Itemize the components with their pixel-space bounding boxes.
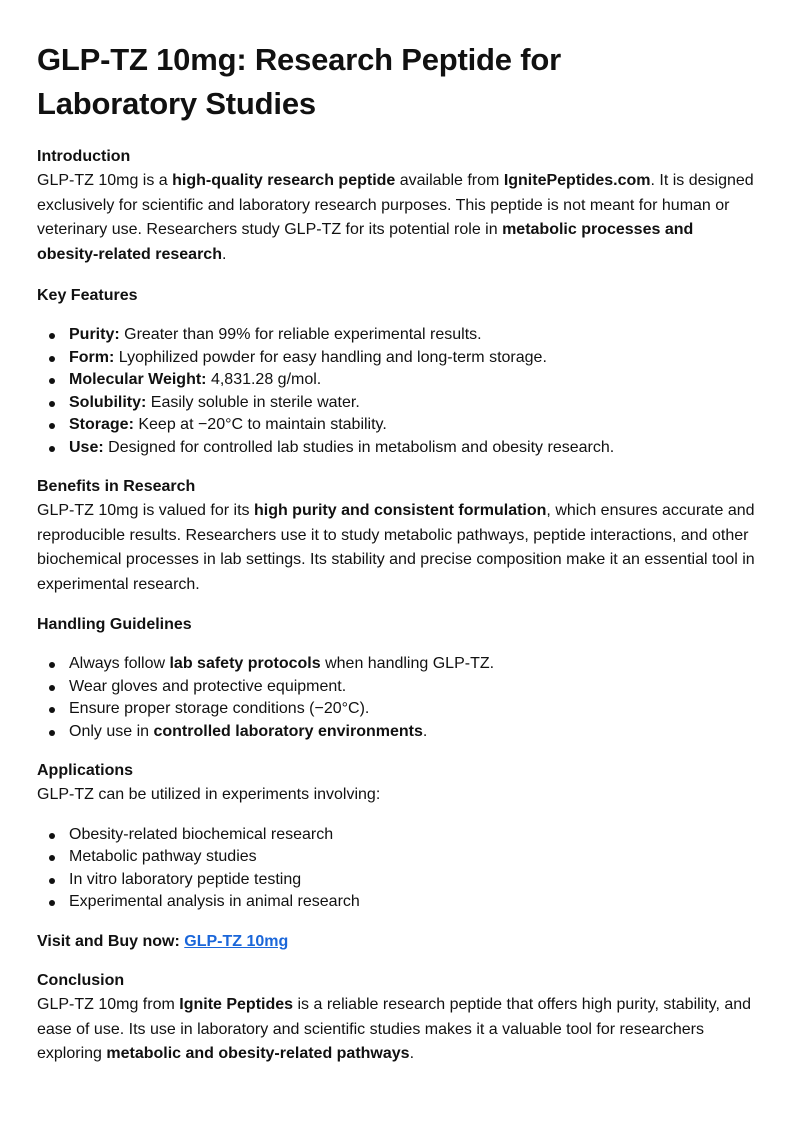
list-item [37,653,757,676]
list-item [37,869,757,892]
benefits-text-1: GLP-TZ 10mg is valued for its [37,502,254,519]
list-item [37,891,757,914]
list-item [37,324,757,347]
page-title [37,38,757,126]
visit-line [37,930,757,955]
introduction-bold-2: IgnitePeptides.com [503,172,651,189]
visit-label: Visit and Buy now: [37,932,185,950]
handling-section [37,613,757,743]
bullet-icon [49,878,55,884]
handling-text: Ensure proper storage conditions (−20°C). [69,700,370,717]
list-item [37,721,757,744]
introduction-text-4: . [221,245,227,263]
list-item [37,698,757,721]
application-text: In vitro laboratory peptide testing [69,870,302,888]
bullet-icon [49,356,55,362]
feature-text: Designed for controlled lab studies in metabolism and obesity research. [103,438,615,456]
applications-intro: GLP-TZ can be utilized in experiments involving: [37,786,381,803]
bullet-icon [49,685,55,691]
feature-text: Lyophilized powder for easy handling and long-term storage. [114,348,547,366]
conclusion-bold-2: metabolic and obesity-related pathways [106,1045,410,1062]
introduction-bold-3: metabolic processes and obesity-related research [37,221,694,263]
conclusion-paragraph [37,993,757,1067]
conclusion-heading: Conclusion [37,972,125,989]
bullet-icon [49,855,55,861]
bullet-icon [49,730,55,736]
feature-text: Easily soluble in sterile water. [146,393,360,411]
introduction-text-3: . It is designed exclusively for scientific and laboratory research purposes. This peptide is not meant for human or veterinary use. Researchers study GLP-TZ for its potential role in [37,172,754,238]
bullet-icon [49,707,55,713]
list-item [37,414,757,437]
benefits-section [37,475,757,597]
bullet-icon [49,446,55,452]
product-link[interactable]: GLP-TZ 10mg [184,932,289,950]
handling-bold: lab safety protocols [169,655,321,672]
feature-text: Keep at −20°C to maintain stability. [133,416,387,433]
feature-label: Molecular Weight: [69,371,207,388]
list-item [37,676,757,699]
feature-label: Use: [69,438,104,456]
key-features-heading: Key Features [37,287,138,304]
list-item [37,392,757,415]
visit-section [37,930,757,955]
list-item [37,437,757,460]
bullet-icon [49,423,55,429]
handling-text: Always follow [69,655,170,672]
application-text: Obesity-related biochemical research [69,825,334,843]
bullet-icon [49,401,55,407]
bullet-icon [49,833,55,839]
handling-text: when handling GLP-TZ. [320,655,495,672]
benefits-bold-1: high purity and consistent formulation [253,502,547,519]
introduction-paragraph [37,169,757,267]
feature-text: 4,831.28 g/mol. [206,371,322,388]
bullet-icon [49,662,55,668]
feature-label: Solubility: [69,393,147,411]
introduction-text-2: available from [395,172,504,189]
key-features-list [37,324,757,459]
bullet-icon [49,378,55,384]
benefits-text-2: , which ensures accurate and reproducible results. Researchers use it to study metabolic pathways, peptide interactions, and other biochemical processes in lab settings. Its stability and precise composition make it an essential tool in experimental research. [37,502,755,593]
list-item [37,347,757,370]
applications-heading: Applications [37,762,134,779]
applications-list [37,824,757,914]
feature-label: Form: [69,348,115,366]
list-item [37,369,757,392]
bullet-icon [49,900,55,906]
conclusion-text-2: is a reliable research peptide that offers high purity, stability, and ease of use. Its use in laboratory and scientific studies makes it a valuable tool for researchers exploring [37,996,752,1062]
feature-text: Greater than 99% for reliable experimental results. [119,326,482,343]
introduction-heading: Introduction [37,148,131,165]
page-title-line-1: GLP-TZ 10mg: Research Peptide for [37,42,561,77]
conclusion-text-1: GLP-TZ 10mg from [37,996,180,1013]
benefits-paragraph [37,499,757,597]
list-item [37,824,757,847]
handling-list [37,653,757,743]
applications-section [37,759,757,914]
introduction-bold-1: high-quality research peptide [172,172,396,189]
list-item [37,846,757,869]
handling-text: Wear gloves and protective equipment. [69,677,347,695]
application-text: Metabolic pathway studies [69,848,257,865]
handling-text: . [422,722,428,740]
key-features-section [37,284,757,459]
handling-heading: Handling Guidelines [37,616,192,633]
application-text: Experimental analysis in animal research [69,893,360,910]
introduction-text-1: GLP-TZ 10mg is a [37,172,173,189]
handling-bold: controlled laboratory environments [153,722,423,740]
handling-text: Only use in [69,722,154,740]
feature-label: Purity: [69,326,120,343]
page-title-line-2: Laboratory Studies [37,86,316,121]
conclusion-text-3: . [409,1045,415,1062]
conclusion-bold-1: Ignite Peptides [179,996,294,1013]
feature-label: Storage: [69,416,134,433]
introduction-section [37,145,757,267]
benefits-heading: Benefits in Research [37,478,196,495]
conclusion-section [37,969,757,1067]
bullet-icon [49,333,55,339]
